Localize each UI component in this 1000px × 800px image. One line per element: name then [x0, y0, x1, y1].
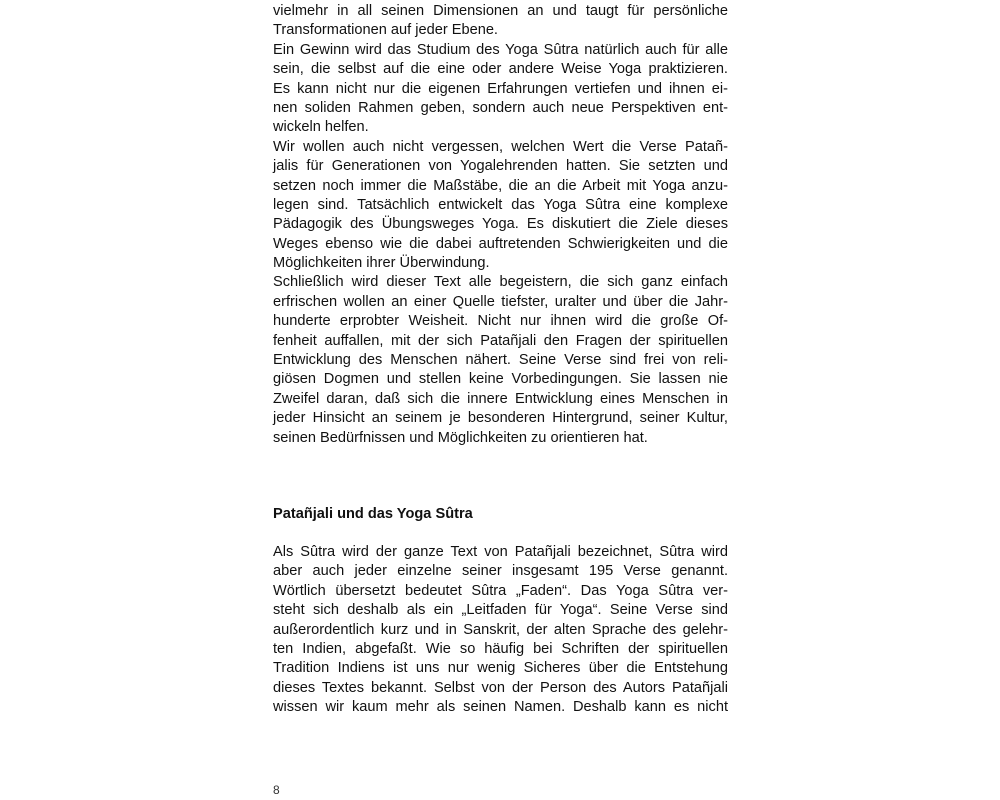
section-heading: Patañjali und das Yoga Sûtra: [273, 506, 473, 522]
text-line: wissen wir kaum mehr als seinen Namen. Deshalb kann es nicht: [273, 699, 728, 716]
body-text-section-2: [273, 543, 728, 718]
body-text-section-1: [273, 2, 728, 448]
text-line: Schließlich wird dieser Text alle begeistern, die sich ganz einfach: [273, 274, 728, 291]
text-line: hunderte erprobter Weisheit. Nicht nur ihnen wird die große Of-: [273, 313, 728, 330]
text-line: Weges ebenso wie die dabei auftretenden Schwierigkeiten und die: [273, 235, 728, 252]
text-line: setzen noch immer die Maßstäbe, die an die Arbeit mit Yoga anzu-: [273, 177, 728, 194]
text-line: Wörtlich übersetzt bedeutet Sûtra „Faden“. Das Yoga Sûtra ver-: [273, 582, 728, 599]
text-line: Möglichkeiten ihrer Überwindung.: [273, 255, 490, 272]
text-line: steht sich deshalb als ein „Leitfaden für Yoga“. Seine Verse sind: [273, 602, 728, 619]
text-line: vielmehr in all seinen Dimensionen an und taugt für persönliche: [273, 3, 728, 19]
text-line: Es kann nicht nur die eigenen Erfahrungen vertiefen und ihnen ei-: [273, 80, 728, 97]
text-line: sein, die selbst auf die eine oder andere Weise Yoga praktizieren.: [273, 61, 728, 78]
text-line: nen soliden Rahmen geben, sondern auch neue Perspektiven ent-: [273, 99, 728, 116]
text-line: außerordentlich kurz und in Sanskrit, der alten Sprache des gelehr-: [273, 621, 728, 638]
text-line: jalis für Generationen von Yogalehrenden hatten. Sie setzten und: [273, 158, 728, 175]
text-line: Pädagogik des Übungsweges Yoga. Es diskutiert die Ziele dieses: [273, 216, 728, 233]
page-number: 8: [273, 783, 280, 797]
text-line: Entwicklung des Menschen nähert. Seine Verse sind frei von reli-: [273, 352, 728, 369]
text-line: fenheit auffallen, mit der sich Patañjali den Fragen der spirituellen: [273, 332, 728, 349]
text-line: aber auch jeder einzelne seiner insgesamt 195 Verse genannt.: [273, 563, 728, 580]
text-line: legen sind. Tatsächlich entwickelt das Yoga Sûtra eine komplexe: [273, 196, 728, 213]
text-line: Ein Gewinn wird das Studium des Yoga Sûtra natürlich auch für alle: [273, 41, 728, 58]
text-line: giösen Dogmen und stellen keine Vorbedingungen. Sie lassen nie: [273, 371, 728, 388]
text-line: Wir wollen auch nicht vergessen, welchen Wert die Verse Patañ-: [273, 138, 728, 155]
text-line: Als Sûtra wird der ganze Text von Patañjali bezeichnet, Sûtra wird: [273, 544, 728, 560]
text-line: erfrischen wollen an einer Quelle tiefster, uralter und über die Jahr-: [273, 293, 728, 310]
text-line: ten Indien, abgefaßt. Wie so häufig bei Schriften der spirituellen: [273, 640, 728, 657]
text-line: Transformationen auf jeder Ebene.: [273, 22, 498, 39]
text-line: wickeln helfen.: [273, 119, 369, 136]
text-line: Tradition Indiens ist uns nur wenig Sicheres über die Entstehung: [273, 660, 728, 677]
text-line: Zweifel daran, daß sich die innere Entwicklung eines Menschen in: [273, 390, 728, 407]
text-line: jeder Hinsicht an seinem je besonderen Hintergrund, seiner Kultur,: [273, 410, 728, 427]
text-line: seinen Bedürfnissen und Möglichkeiten zu orientieren hat.: [273, 429, 648, 446]
text-line: dieses Textes bekannt. Selbst von der Person des Autors Patañjali: [273, 679, 728, 696]
